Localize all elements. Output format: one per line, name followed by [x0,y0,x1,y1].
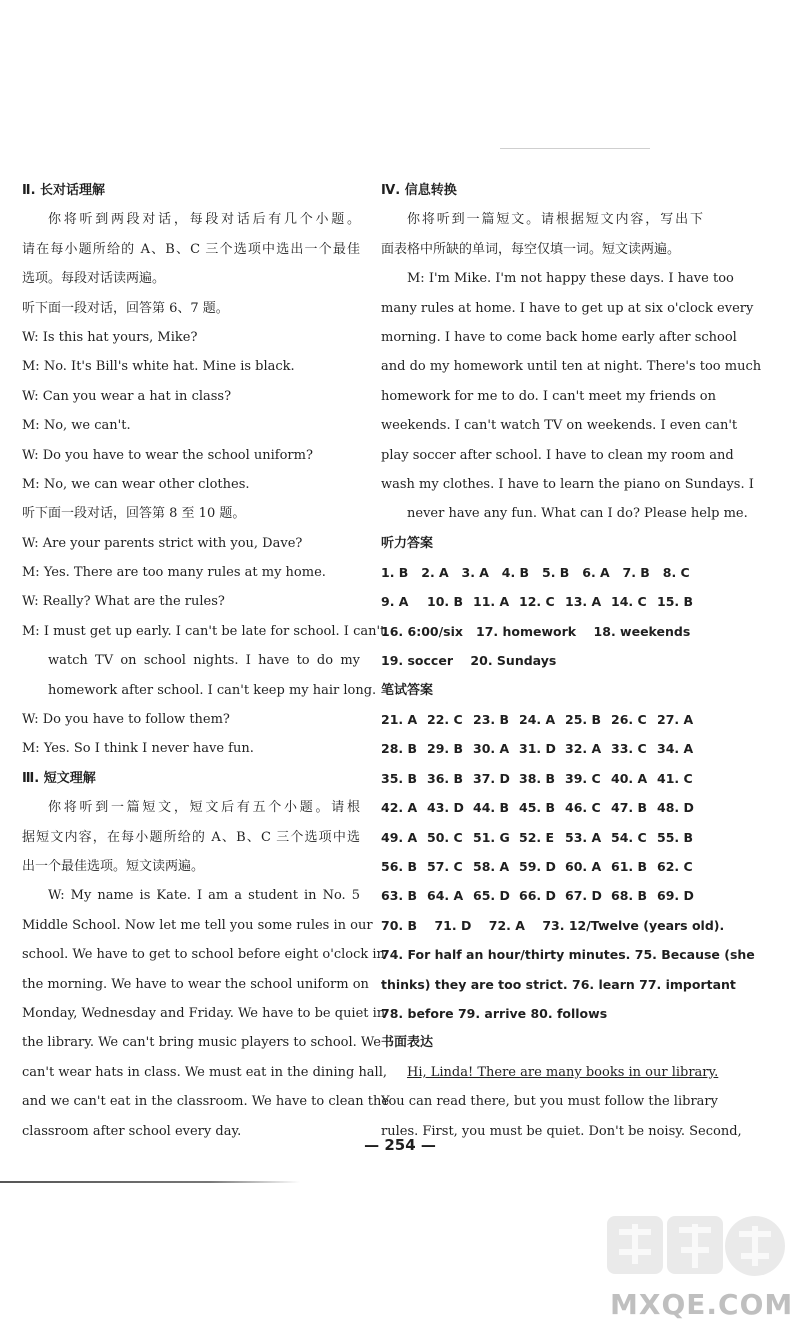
passage-line: many rules at home. I have to get up at six o'clock every [381,300,754,316]
answer-item: 69. D [657,888,694,904]
answer-row [381,911,725,940]
answer-item: 50. C [427,829,463,845]
answer-item: 64. A [427,888,464,904]
answer-row [381,646,703,675]
passage-line: can't wear hats in class. We must eat in the dining hall, [22,1064,388,1080]
instruction-line: 请在每小题所给的 A、B、C 三个选项中选出一个最佳 [22,241,360,257]
passage-line: homework for me to do. I can't meet my friends on [381,388,716,404]
listening-answers [381,558,703,676]
answer-item: 58. A [473,858,510,874]
passage-line: W: My name is Kate. I am a student in No. 5 [48,888,360,904]
passage-line: the library. We can't bring music players to school. We [22,1035,381,1051]
instruction-line: 你将听到两段对话，每段对话后有几个小题。 [48,212,360,228]
answer-item: 46. C [565,800,601,816]
answer-row [381,793,703,822]
dialogue-line: W: Really? What are the rules? [22,594,225,610]
answer-item: 13. A [565,594,602,610]
answer-item: 1. B [381,565,409,581]
answer-item: 31. D [519,741,556,757]
answer-row: 74. For half an hour/thirty minutes. 75. Because (she [381,947,755,963]
answer-item: 25. B [565,712,602,728]
dialogue-line: M: I must get up early. I can't be late for school. I can't [22,623,386,639]
passage-line: school. We have to get to school before eight o'clock in [22,947,385,963]
answer-item: 4. B [501,565,530,581]
writing-title: 书面表达 [381,1035,434,1051]
dialogue-line: watch TV on school nights. I have to do my [48,653,360,669]
passage-line: and do my homework until ten at night. There's too much [381,359,762,375]
dialogue-line: M: Yes. There are too many rules at my home. [22,565,326,581]
dialogue-line: W: Do you have to follow them? [22,712,230,728]
answer-item: 37. D [473,770,510,786]
answer-item: 39. C [565,770,601,786]
watermark-text: MXQE.COM [610,1288,794,1321]
answer-item: 3. A [461,565,489,581]
bottom-rule [0,1181,300,1183]
instruction-line: 选项。每段对话读两遍。 [22,271,166,287]
instruction-line: 出一个最佳选项。短文读两遍。 [22,858,205,874]
answer-item: 21. A [381,712,418,728]
top-rule [500,148,650,149]
answer-item: 73. 12/Twelve (years old). [542,917,725,933]
answer-row [381,587,703,616]
answer-item: 33. C [611,741,647,757]
answer-item: 16. 6:00/six [381,623,463,639]
answer-item: 12. C [519,594,555,610]
page-number: — 254 — [364,1136,436,1154]
dialogue-line: M: No. It's Bill's white hat. Mine is black. [22,359,295,375]
answer-item: 38. B [519,770,556,786]
dialogue-line: W: Is this hat yours, Mike? [22,329,198,345]
answer-row: thinks) they are too strict. 76. learn 77. important [381,976,736,992]
answer-item: 62. C [657,858,693,874]
writing-line: Hi, Linda! There are many books in our library. [407,1064,719,1080]
answer-item: 23. B [473,712,510,728]
right-column [381,176,762,1146]
answer-item: 15. B [657,594,694,610]
answer-item: 18. weekends [593,623,691,639]
dialogue-line: W: Are your parents strict with you, Dave? [22,535,303,551]
answer-item: 28. B [381,741,418,757]
answer-item: 30. A [473,741,510,757]
instruction-line: 你将听到一篇短文，短文后有五个小题。请根 [48,800,360,816]
dialogue-intro: 听下面一段对话，回答第 6、7 题。 [22,300,229,316]
listening-answers-title: 听力答案 [381,535,434,551]
answer-item: 65. D [473,888,510,904]
answer-item: 26. C [611,712,647,728]
answer-item: 5. B [542,565,570,581]
passage-line: classroom after school every day. [22,1123,242,1139]
passage-line: M: I'm Mike. I'm not happy these days. I have too [407,271,734,287]
answer-item: 68. B [611,888,648,904]
answer-item: 51. G [473,829,510,845]
answer-row [381,705,703,734]
answer-row [381,823,703,852]
answer-row [381,734,703,763]
answer-item: 53. A [565,829,602,845]
answer-item: 66. D [519,888,556,904]
answer-item: 72. A [488,917,525,933]
passage-line: Monday, Wednesday and Friday. We have to be quiet in [22,1005,386,1021]
instruction-line: 面表格中所缺的单词，每空仅填一词。短文读两遍。 [381,241,681,257]
answer-item: 9. A [381,594,409,610]
answer-item: 22. C [427,712,463,728]
answer-item: 43. D [427,800,464,816]
answer-item: 34. A [657,741,694,757]
passage-line: the morning. We have to wear the school uniform on [22,976,369,992]
dialogue-line: homework after school. I can't keep my hair long. [48,682,377,698]
answer-item: 35. B [381,770,418,786]
written-answers [381,705,755,1028]
answer-item: 60. A [565,858,602,874]
passage-line: and we can't eat in the classroom. We have to clean the [22,1094,390,1110]
answer-item: 47. B [611,800,648,816]
answer-item: 71. D [434,917,472,933]
answer-item: 32. A [565,741,602,757]
written-answers-title: 笔试答案 [381,682,434,698]
answer-item: 10. B [427,594,464,610]
answer-item: 55. B [657,829,694,845]
answer-item: 36. B [427,770,464,786]
writing-line: rules. First, you must be quiet. Don't be noisy. Second, [381,1123,742,1139]
answer-row [381,881,703,910]
answer-item: 70. B [381,917,418,933]
answer-item: 42. A [381,800,418,816]
answer-item: 40. A [611,770,648,786]
passage-line: wash my clothes. I have to learn the piano on Sundays. I [381,476,754,492]
answer-row [381,617,703,646]
answer-item: 14. C [611,594,647,610]
answer-item: 63. B [381,888,418,904]
dialogue-intro: 听下面一段对话，回答第 8 至 10 题。 [22,506,246,522]
answer-item: 27. A [657,712,694,728]
passage-line: morning. I have to come back home early after school [381,329,737,345]
answer-item: 59. D [519,858,556,874]
answer-item: 24. A [519,712,556,728]
writing-line: You can read there, but you must follow the library [381,1094,718,1110]
passage-line: Middle School. Now let me tell you some rules in our [22,917,373,933]
answer-row: 78. before 79. arrive 80. follows [381,1005,608,1021]
answer-item: 45. B [519,800,556,816]
left-column [22,176,390,1146]
answer-item: 67. D [565,888,602,904]
answer-item: 44. B [473,800,510,816]
answer-item: 20. Sundays [470,653,557,669]
answer-row [381,558,703,587]
answer-row [381,852,703,881]
answer-item: 52. E [519,829,555,845]
dialogue-line: M: No, we can't. [22,418,131,434]
answer-item: 41. C [657,770,693,786]
instruction-line: 据短文内容，在每小题所给的 A、B、C 三个选项中选 [22,829,360,845]
answer-item: 54. C [611,829,647,845]
answer-item: 6. A [582,565,610,581]
answer-item: 56. B [381,858,418,874]
dialogue-line: M: Yes. So I think I never have fun. [22,741,254,757]
answer-item: 48. D [657,800,694,816]
passage-line: weekends. I can't watch TV on weekends. I even can't [381,418,738,434]
section-4-title: Ⅳ. 信息转换 [381,183,457,198]
answer-item: 17. homework [476,623,577,639]
section-3-title: Ⅲ. 短文理解 [22,770,96,786]
passage-line: play soccer after school. I have to clean my room and [381,447,734,463]
answer-item: 61. B [611,858,648,874]
answer-item: 19. soccer [381,653,453,669]
answer-item: 11. A [473,594,510,610]
instruction-line: 你将听到一篇短文。请根据短文内容，写出下 [407,212,703,228]
answer-row [381,764,703,793]
answer-item: 2. A [421,565,449,581]
dialogue-line: W: Can you wear a hat in class? [22,388,232,404]
answer-item: 49. A [381,829,418,845]
answer-item: 8. C [662,565,690,581]
dialogue-line: W: Do you have to wear the school uniform? [22,447,313,463]
section-2-title: Ⅱ. 长对话理解 [22,183,106,198]
dialogue-line: M: No, we can wear other clothes. [22,476,250,492]
answer-item: 57. C [427,858,463,874]
answer-item: 7. B [622,565,650,581]
answer-item: 29. B [427,741,464,757]
passage-line: never have any fun. What can I do? Please help me. [407,506,748,522]
